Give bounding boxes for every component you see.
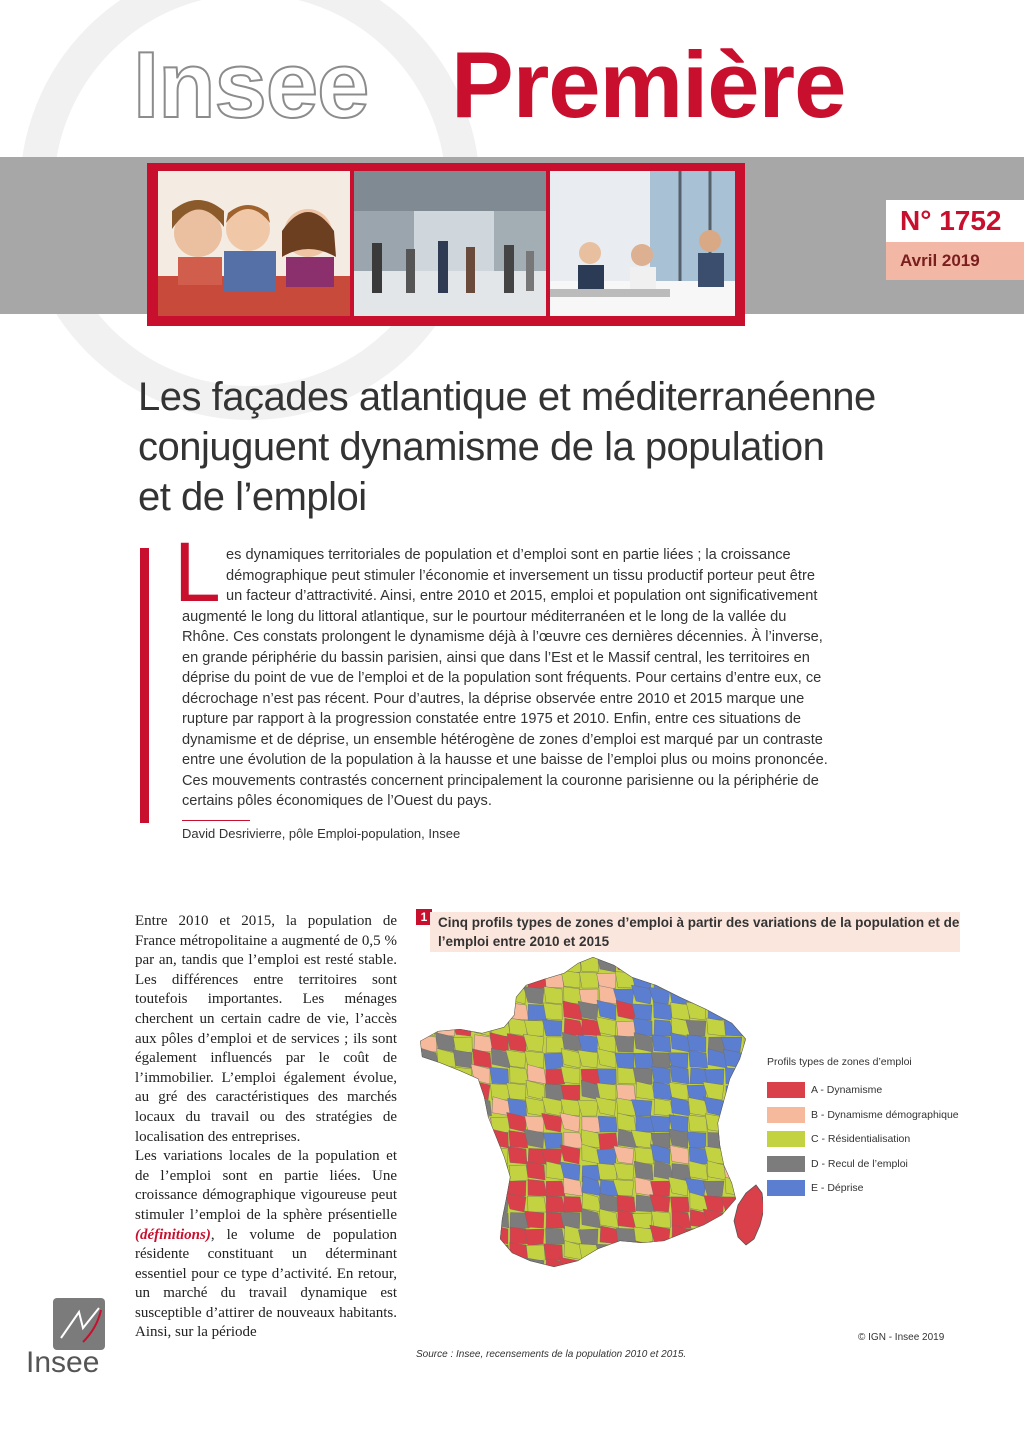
article-title <box>138 372 938 522</box>
map-zone <box>596 1244 616 1260</box>
map-zone <box>667 1261 688 1277</box>
masthead-insee: Insee <box>133 32 369 137</box>
legend-label: D - Recul de l’emploi <box>811 1157 908 1170</box>
legend-label: A - Dynamisme <box>811 1084 883 1097</box>
map-zone <box>722 1257 742 1276</box>
map-zone <box>418 1243 436 1260</box>
header-photo-strip <box>147 163 745 326</box>
insee-logo-text: Insee <box>26 1346 100 1379</box>
title-line: conjuguent dynamisme de la population <box>138 425 825 469</box>
body-text: , le volume de population résidente constituant un déterminant essentiel pour ce type d’activité. En retour, un marché du travail dynamique est susceptible d’attirer de nouveaux habitants. Ainsi, sur la période <box>135 1226 397 1341</box>
masthead-premiere: Première <box>451 32 846 137</box>
map-zone <box>740 955 760 972</box>
map-zone <box>418 955 437 972</box>
intro-line: Rhône. Ces constats prolongent le dynamisme déjà à l’œuvre ces dernières décennies. À l’inverse, <box>182 629 823 645</box>
map-zone <box>435 1213 454 1229</box>
map-credit: © IGN - Insee 2019 <box>858 1332 945 1343</box>
map-zone <box>708 1132 727 1148</box>
legend-swatch <box>767 1156 805 1172</box>
map-zone <box>469 1005 490 1022</box>
map-zone <box>435 1101 454 1117</box>
map-zone <box>634 1053 653 1069</box>
map-zone <box>687 1035 706 1052</box>
body-paragraph: Entre 2010 et 2015, la population de France métropolitaine a augmenté de 0,5 % par an, tandis que l’emploi est resté stable. Les différences entre territoires sont toutefois importantes. Les ménages cherchent un certain cadre de vie, l’accès aux pôles d’emploi et de services ; ils sont également influencés par le coût de l’immobilier. L’emploi également évolue, au gré des caractéristiques des marchés locaux du travail ou des stratégies de localisation des entreprises. <box>135 913 397 1145</box>
map-zone <box>435 1225 454 1244</box>
map-zone <box>470 1164 490 1180</box>
map-zone <box>616 955 635 972</box>
map-zone <box>743 1049 762 1068</box>
legend-swatch <box>767 1180 805 1196</box>
map-zone <box>725 1097 744 1116</box>
map-zone <box>418 1133 436 1150</box>
map-zone <box>546 957 566 974</box>
map-zone <box>740 1146 760 1164</box>
map-zone <box>688 1115 707 1132</box>
map-zone <box>616 1258 635 1276</box>
map-zone <box>615 972 634 988</box>
map-zone <box>744 1037 763 1053</box>
intro-line: entre une évolution de la population à la hausse et une baisse de l’emploi plus ou moins prononcée. <box>182 752 828 768</box>
map-zone <box>616 1085 635 1101</box>
title-line: et de l’emploi <box>138 475 367 519</box>
map-zone <box>509 1165 528 1181</box>
map-zone <box>651 955 670 972</box>
map-zone <box>633 955 652 972</box>
map-zone <box>706 1227 725 1244</box>
map-zone <box>689 1051 708 1068</box>
map-zone <box>456 956 475 972</box>
map-zone <box>743 1101 762 1117</box>
intro-line: déprise du point de vue de l’emploi et de la population sont fréquents. Pour certains d’entre eux, ce <box>182 670 822 686</box>
intro-line: rupture par rapport à la progression constatée entre 1975 et 2010. Enfin, entre ces situations de <box>182 711 802 727</box>
map-zone <box>722 1133 742 1149</box>
map-zone <box>437 1245 456 1262</box>
map-zone <box>469 1133 490 1149</box>
map-zone <box>635 1241 654 1260</box>
legend-swatch <box>767 1107 805 1123</box>
map-zone <box>686 1259 706 1276</box>
map-zone <box>456 1226 476 1244</box>
map-zone <box>597 1083 616 1100</box>
map-zone <box>546 1196 565 1212</box>
map-zone <box>456 1259 475 1276</box>
map-zone <box>508 1146 527 1164</box>
map-zone <box>597 1149 616 1166</box>
figure-source: Source : Insee, recensements de la population 2010 et 2015. <box>416 1349 687 1360</box>
map-zone <box>577 1261 598 1278</box>
map-zone <box>598 1163 617 1180</box>
map-zone <box>725 1068 744 1084</box>
map-zone <box>437 1197 456 1214</box>
map-zone <box>438 1116 457 1132</box>
map-zone <box>456 1100 475 1116</box>
intro-paragraph <box>182 545 902 812</box>
map-zone <box>741 1003 760 1020</box>
map-zone <box>437 1147 456 1164</box>
map-zone <box>617 1021 636 1038</box>
map-zone <box>418 1067 436 1084</box>
intro-line: dynamisme et de déprise, un ensemble hétérogène de zones d’emploi est marqué par un contraste <box>182 731 823 748</box>
photo-office <box>550 171 735 316</box>
definitions-link[interactable]: (définitions) <box>135 1226 211 1243</box>
france-map <box>418 955 763 1300</box>
map-zone <box>561 1085 580 1101</box>
intro-line: démographique peut stimuler l’économie et inversement un tissu productif porteur peut être <box>226 567 815 584</box>
map-zone <box>740 1082 760 1100</box>
map-zone <box>579 972 598 988</box>
map-zone <box>509 955 528 972</box>
corsica-region <box>734 1185 763 1245</box>
map-zone <box>615 1053 634 1069</box>
map-zone <box>435 1181 454 1197</box>
map-zone <box>433 1066 454 1084</box>
map-zone <box>437 1080 456 1100</box>
map-zone <box>528 1196 547 1212</box>
map-zone <box>435 1256 454 1276</box>
legend-item <box>767 1152 987 1177</box>
map-zone <box>487 955 508 972</box>
map-zone <box>418 987 436 1004</box>
legend-label: C - Résidentialisation <box>811 1133 911 1146</box>
map-zone <box>724 1019 743 1036</box>
map-zone <box>635 1260 654 1276</box>
map-zone <box>418 1004 437 1020</box>
figure-title: Cinq profils types de zones d’emploi à partir des variations de la population et de l’emploi entre 2010 et 2015 <box>430 912 960 952</box>
map-zone <box>562 957 581 974</box>
map-zone <box>469 1192 490 1212</box>
body-paragraph <box>135 1147 397 1343</box>
map-zone <box>419 1115 438 1132</box>
map-legend <box>767 1056 987 1201</box>
map-zone <box>418 1149 436 1165</box>
map-zone <box>418 1161 437 1180</box>
map-zone <box>452 1177 472 1196</box>
map-zone <box>454 1213 473 1230</box>
map-zone <box>725 1245 744 1262</box>
map-zone <box>741 1021 760 1037</box>
map-zone <box>652 1066 671 1084</box>
legend-item <box>767 1176 987 1201</box>
map-zone <box>456 1149 475 1166</box>
map-zone <box>436 955 455 972</box>
map-zone <box>651 1211 670 1228</box>
map-zone <box>722 1003 742 1020</box>
body-text: Les variations locales de la population et de l’emploi sont en partie liées. Une croissance démographique vigoureuse peut stimuler l’emploi de la sphère présentielle <box>135 1148 397 1223</box>
map-zone <box>580 955 599 972</box>
map-zone <box>474 1258 493 1276</box>
map-zone <box>725 1145 744 1164</box>
map-zone <box>490 1067 509 1084</box>
legend-label: E - Déprise <box>811 1182 864 1195</box>
intro-line: certains pôles économiques de l’Ouest du pays. <box>182 793 492 809</box>
map-zone <box>561 1066 580 1084</box>
map-zone <box>564 1132 583 1148</box>
intro-line: un facteur d’attractivité. Ainsi, entre 2010 et 2015, emploi et population ont significativement <box>226 588 818 604</box>
map-zone <box>452 1243 472 1260</box>
map-zone <box>419 972 438 988</box>
map-zone <box>544 1053 563 1070</box>
map-zone <box>453 1050 472 1068</box>
map-zone <box>650 1242 670 1260</box>
map-zone <box>546 1181 565 1197</box>
map-zone <box>633 1068 652 1084</box>
author-credit: David Desrivierre, pôle Emploi-population, Insee <box>182 826 461 841</box>
map-zone <box>564 1196 583 1212</box>
map-zone <box>744 1065 763 1084</box>
map-zone <box>688 987 707 1004</box>
map-zone <box>438 985 457 1004</box>
map-zone <box>451 1067 472 1084</box>
map-zone <box>740 968 760 988</box>
map-zone <box>489 1147 508 1164</box>
photo-street <box>354 171 546 316</box>
map-zone <box>672 955 692 972</box>
map-zone <box>418 1197 437 1213</box>
intro-line: Ces mouvements contrastés concernent principalement la couronne parisienne ou la périphérie de <box>182 772 819 789</box>
insee-logo-mark <box>53 1298 105 1350</box>
map-zone <box>561 970 580 988</box>
map-zone <box>651 1052 670 1068</box>
intro-line: décrochage n’est pas récent. Pour d’autres, la déprise observée entre 2010 et 2015 marque une <box>182 690 805 707</box>
map-zone <box>669 987 688 1004</box>
map-zone <box>454 973 473 989</box>
map-zone <box>452 1129 472 1148</box>
map-zone <box>670 1197 689 1213</box>
map-zone <box>418 1084 436 1100</box>
map-zone <box>455 1005 474 1021</box>
legend-item <box>767 1078 987 1103</box>
map-zone <box>419 1261 438 1277</box>
figure-number: 1 <box>416 909 432 925</box>
map-zone <box>742 1160 761 1180</box>
map-zone <box>672 1164 691 1180</box>
map-zone <box>471 957 490 973</box>
map-zone <box>706 1243 725 1260</box>
map-zone <box>545 971 564 988</box>
map-zone <box>744 1131 763 1148</box>
map-zone <box>437 1162 456 1180</box>
map-zone <box>688 955 707 972</box>
map-zone <box>543 1003 562 1020</box>
map-zone <box>418 1101 437 1117</box>
legend-item <box>767 1103 987 1128</box>
body-column <box>135 912 397 1343</box>
map-zone <box>598 1116 617 1132</box>
map-zone <box>671 1244 690 1260</box>
map-zone <box>722 1113 742 1132</box>
map-zone <box>651 1260 670 1276</box>
map-zone <box>687 1132 706 1148</box>
map-zone <box>707 972 726 988</box>
map-zone <box>668 973 688 989</box>
map-zone <box>525 1116 544 1132</box>
map-zone <box>469 986 490 1004</box>
map-zone <box>705 957 724 973</box>
map-zone <box>524 1258 544 1276</box>
map-zone <box>435 1132 454 1148</box>
map-zone <box>456 1195 476 1212</box>
map-zone <box>491 1002 510 1020</box>
map-zone <box>418 1208 436 1228</box>
map-zone <box>560 1213 580 1229</box>
map-zone <box>597 1069 616 1085</box>
map-zone <box>744 1261 763 1278</box>
map-zone <box>508 1258 527 1276</box>
map-zone <box>489 989 508 1005</box>
map-zone <box>546 1228 565 1244</box>
legend-label: B - Dynamisme démographique <box>811 1108 959 1121</box>
map-zone <box>687 968 706 988</box>
map-zone <box>510 1242 529 1260</box>
map-zone <box>744 989 763 1005</box>
map-zone <box>418 1016 436 1036</box>
map-zone <box>435 971 454 988</box>
map-zone <box>451 986 472 1004</box>
map-zone <box>635 1147 654 1164</box>
map-zone <box>616 1195 635 1212</box>
title-line: Les façades atlantique et méditerranéenne <box>138 375 876 419</box>
map-zone <box>726 1085 745 1102</box>
map-zone <box>524 1020 544 1036</box>
issue-date: Avril 2019 <box>886 242 1024 280</box>
map-zone <box>470 1225 490 1244</box>
intro-line: augmenté le long du littoral atlantique, sur le pourtour méditerranéen et le long de la vallée du <box>182 608 787 625</box>
map-zone <box>420 1181 440 1197</box>
map-zone <box>689 1243 708 1260</box>
map-zone <box>456 1116 475 1132</box>
map-zone <box>544 986 563 1004</box>
map-zone <box>578 1229 598 1246</box>
photo-children <box>158 171 350 316</box>
map-zone <box>686 1229 706 1245</box>
map-zone <box>472 970 491 988</box>
map-zone <box>618 1244 637 1260</box>
intro-accent-bar <box>140 548 149 823</box>
map-zone <box>722 955 742 972</box>
map-zone <box>579 1244 598 1260</box>
map-zone <box>418 1035 437 1052</box>
map-zone <box>438 1003 457 1020</box>
map-zone <box>726 969 745 988</box>
map-zone <box>474 1244 494 1260</box>
legend-swatch <box>767 1131 805 1147</box>
map-zone <box>542 1020 562 1036</box>
map-zone <box>487 1165 508 1181</box>
map-zone <box>526 955 545 972</box>
map-zone <box>472 1213 491 1229</box>
map-zone <box>543 1133 562 1149</box>
map-zone <box>510 1067 529 1084</box>
map-zone <box>741 1116 760 1132</box>
map-zone <box>708 988 727 1004</box>
author-divider <box>182 820 250 821</box>
map-zone <box>474 1147 493 1164</box>
legend-swatch <box>767 1082 805 1098</box>
map-zone <box>452 1082 472 1100</box>
legend-item <box>767 1127 987 1152</box>
map-zone <box>707 1018 726 1036</box>
map-zone <box>454 1165 473 1182</box>
map-zone <box>491 969 510 988</box>
map-zone <box>652 1035 671 1052</box>
map-zone <box>726 988 745 1004</box>
legend-title: Profils types de zones d’emploi <box>767 1056 912 1068</box>
map-zone <box>491 1257 510 1276</box>
intro-dropcap: L <box>174 525 221 619</box>
map-zone <box>528 1179 547 1196</box>
map-zone <box>597 1257 616 1276</box>
intro-line: en grande périphérie du bassin parisien, ainsi que dans l’Est et le Massif central, les territoires en <box>182 649 810 666</box>
map-zone <box>705 1114 724 1132</box>
map-zone <box>474 1180 493 1196</box>
map-zone <box>420 1226 439 1244</box>
intro-line: es dynamiques territoriales de population et d’emploi sont en partie liées ; la croissance <box>226 547 791 563</box>
map-zone <box>703 1257 724 1276</box>
issue-number: N° 1752 <box>886 200 1024 242</box>
